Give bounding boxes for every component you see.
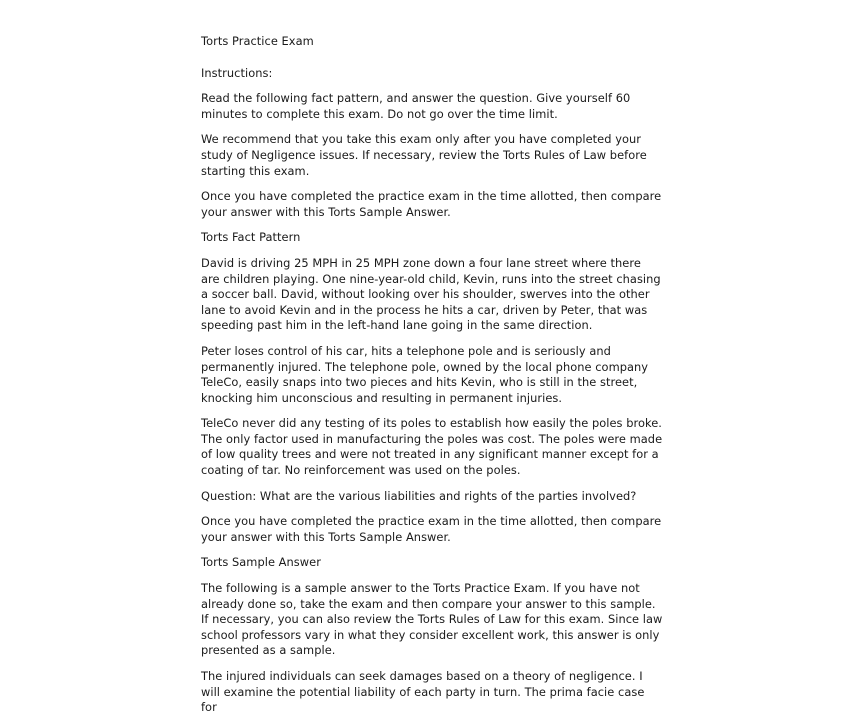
sample-answer-heading: Torts Sample Answer xyxy=(201,555,321,570)
document-body xyxy=(201,34,663,726)
paragraph: The injured individuals can seek damages based on a theory of negligence. I will examine the potential liability of each party in turn. The prima facie case for xyxy=(201,669,645,715)
paragraph: We recommend that you take this exam only after you have completed your study of Negligence issues. If necessary, review the Torts Rules of Law before starting this exam. xyxy=(201,132,647,178)
paragraph: David is driving 25 MPH in 25 MPH zone down a four lane street where there are children playing. One nine-year-old child, Kevin, runs into the street chasing a soccer ball. David, without looking over his shoulder, swerves into the other lane to avoid Kevin and in the process he hits a car, driven by Peter, that was speeding past him in the left-hand lane going in the same direction. xyxy=(201,255,661,333)
paragraph: Read the following fact pattern, and answer the question. Give yourself 60 minutes to complete this exam. Do not go over the time limit. xyxy=(201,91,631,121)
paragraph: TeleCo never did any testing of its poles to establish how easily the poles broke. The only factor used in manufacturing the poles was cost. The poles were made of low quality trees and were not treated in any significant manner except for a coating of tar. No reinforcement was used on the poles. xyxy=(201,416,663,478)
instructions-heading: Instructions: xyxy=(201,65,273,80)
paragraph: The following is a sample answer to the Torts Practice Exam. If you have not already done so, take the exam and then compare your answer to this sample. If necessary, you can also review the Torts Rules of Law for this exam. Since law school professors vary in what they consider excellent work, this answer is only presented as a sample. xyxy=(201,581,663,658)
fact-pattern-heading: Torts Fact Pattern xyxy=(201,230,301,245)
question: Question: What are the various liabilities and rights of the parties involved? xyxy=(201,488,637,503)
page-title: Torts Practice Exam xyxy=(201,34,314,48)
paragraph: Peter loses control of his car, hits a telephone pole and is seriously and permanently injured. The telephone pole, owned by the local phone company TeleCo, easily snaps into two pieces and hits Kevin, who is still in the street, knocking him unconscious and resulting in permanent injuries. xyxy=(201,343,649,405)
paragraph: Once you have completed the practice exam in the time allotted, then compare your answer with this Torts Sample Answer. xyxy=(201,189,662,219)
paragraph: Once you have completed the practice exam in the time allotted, then compare your answer with this Torts Sample Answer. xyxy=(201,514,662,544)
